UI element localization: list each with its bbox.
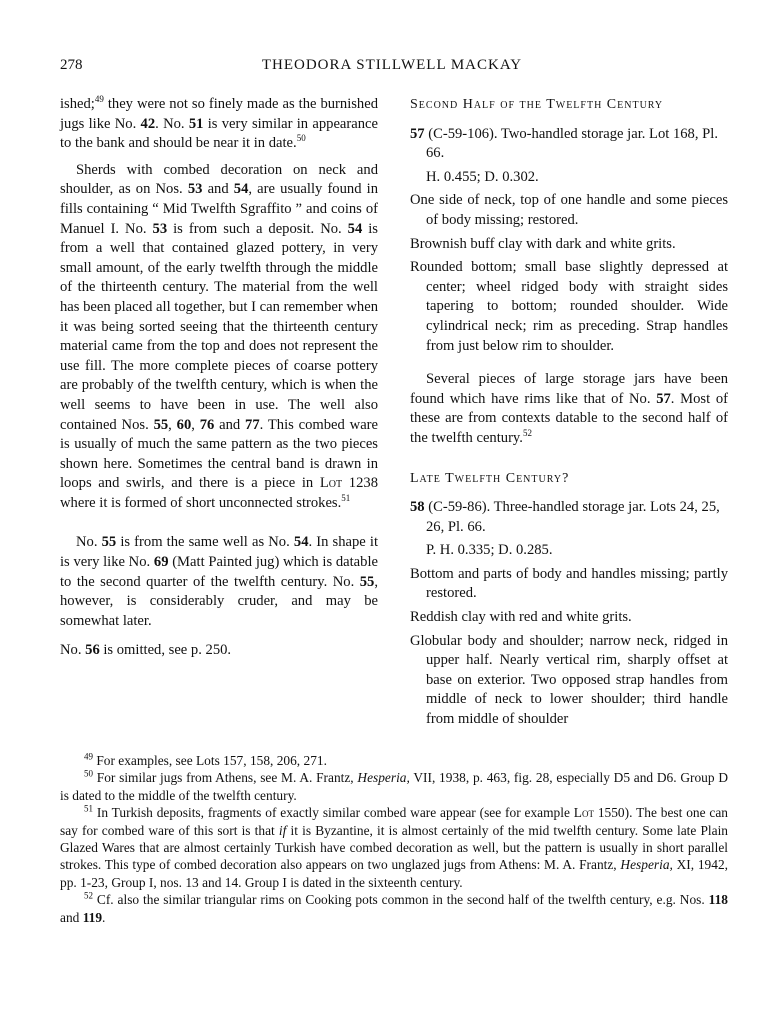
entry-clay: Reddish clay with red and white grits. [410, 609, 632, 626]
entry-number: 57 [410, 125, 425, 142]
left-column [60, 95, 378, 661]
footnote-52: $^{52}$ Cf. also the similar triangular rims on Cooking pots common in the second half of the twelfth century, e.g. Nos. 118 and 119. [60, 890, 728, 925]
page-number: 278 [60, 57, 83, 73]
paragraph-storage-jars: Several pieces of large storage jars have been found which have rims like that of No. 57. Most of these are from contexts datable to the second half of the twelfth century.$^{52}$ [410, 371, 729, 446]
paragraph-2: Sherds with combed decoration on neck and shoulder, as on Nos. 53 and 54, are usually found in fills containing “ Mid Twelfth Sgraffito ” and coins of Manuel I. No. 53 is from such a deposit. No. 54 is from a well that contained glazed pottery, in very small amount, of the early twelfth through the middle of the thirteenth century. The material from the well has been placed all together, but I can remember when it was being sorted seeing that the thirteenth century material came from the top and does not represent the use fill. The more complete pieces of coarse pottery are probably of the twelfth century, which is when the well seems to have been in use. The well also contained Nos. 55, 60, 76 and 77. This combed ware is usually of much the same pattern as the two pieces shown here. Sometimes the central band is drawn in loops and swirls, and there is a piece in Lot 1238 where it is formed of short unconnected strokes.$^{51}$ [60, 161, 379, 511]
footnote-ref: 49 [94, 94, 104, 105]
catalog-ref: 57 [656, 390, 671, 407]
entry-condition: One side of neck, top of one handle and some pieces of body missing; restored. [410, 192, 728, 228]
catalog-ref: 60 [176, 416, 192, 433]
catalog-ref: 76 [199, 416, 215, 433]
catalog-ref: 119 [82, 909, 103, 925]
entry-shape: Globular body and shoulder; narrow neck, ridged in upper half. Nearly vertical rim, sharply offset at base on exterior. Two opposed strap handles from middle of neck to lower shoulder; third handle from middle of shoulder [410, 632, 728, 728]
catalog-ref: 55 [359, 573, 375, 590]
catalog-ref: 51 [188, 115, 204, 132]
catalog-ref: 54 [347, 220, 363, 237]
catalog-ref: 69 [153, 554, 169, 571]
catalog-ref: 55 [153, 416, 169, 433]
footnotes [60, 752, 728, 926]
catalog-entry-57: 57 (C-59-106). Two-handled storage jar. Lot 168, Pl. 66. [410, 125, 718, 162]
running-title: THEODORA STILLWELL MACKAY [261, 57, 523, 73]
catalog-ref: 42 [140, 115, 156, 132]
catalog-ref: 77 [245, 416, 260, 433]
catalog-ref: 118 [708, 892, 728, 908]
entry-condition: Bottom and parts of body and handles missing; partly restored. [410, 565, 728, 602]
page-header [0, 57, 784, 79]
footnote-50: $^{50}$ For similar jugs from Athens, see M. A. Frantz, Hesperia, VII, 1938, p. 463, fig. 28, especially D5 and D6. Group D is dated to the middle of the twelfth century. [60, 768, 728, 803]
catalog-ref: 53 [187, 181, 203, 198]
catalog-ref: 56 [85, 642, 100, 659]
catalog-ref: 54 [293, 534, 309, 551]
catalog-ref: 53 [152, 220, 168, 237]
catalog-ref: 55 [101, 534, 117, 551]
paragraph-1: ished;$^{49}$ they were not so finely made as the burnished jugs like No. 42. No. 51 is very similar in appearance to the bank and should be near it in date.$^{50}$ [60, 94, 378, 152]
entry-measurements: H. 0.455; D. 0.302. [426, 168, 539, 185]
section-heading: Second Half of the Twelfth Century [410, 97, 664, 112]
footnote-ref: 51 [341, 493, 351, 504]
catalog-entry-58: 58 (C-59-86). Three-handled storage jar. Lots 24, 25, 26, Pl. 66. [410, 499, 720, 535]
catalog-ref: 54 [233, 181, 249, 198]
entry-shape: Rounded bottom; small base slightly depressed at center; wheel ridged body with straight sides tapering to bottom; rounded shoulder. Wide cylindrical neck; rim as preceding. Strap handles from just below rim to shoulder. [410, 259, 728, 354]
paragraph-4: No. 56 is omitted, see p. 250. [60, 642, 232, 659]
entry-measurements: P. H. 0.335; D. 0.285. [426, 542, 553, 559]
footnote-ref: 52 [522, 428, 532, 439]
right-column [410, 95, 728, 734]
paragraph-3: No. 55 is from the same well as No. 54. In shape it is very like No. 69 (Matt Painted jug) which is datable to the second quarter of the twelfth century. No. 55, however, is considerably cruder, and may be somewhat later. [60, 534, 378, 629]
footnote-49: $^{49}$ For examples, see Lots 157, 158, 206, 271. [84, 751, 327, 768]
footnote-ref: 50 [296, 133, 306, 144]
footnote-51: $^{51}$ In Turkish deposits, fragments of exactly similar combed ware appear (see for example Lot 1550). The best one can say for combed ware of this sort is that if it is Byzantine, it is almost certainly of the mid twelfth century. Some late Plain Glazed Wares that are almost certainly Turkish have combed decoration as well, but the pattern is usually in short parallel strokes. This type of combed decoration also appears on two unglazed jugs from Athens: M. A. Frantz, Hesperia, XI, 1942, pp. 1-23, Group I, nos. 13 and 14. Group I is dated in the sixteenth century. [60, 803, 729, 890]
entry-number: 58 [410, 499, 425, 516]
section-heading: Late Twelfth Century? [410, 470, 570, 486]
entry-clay: Brownish buff clay with dark and white grits. [410, 235, 676, 252]
